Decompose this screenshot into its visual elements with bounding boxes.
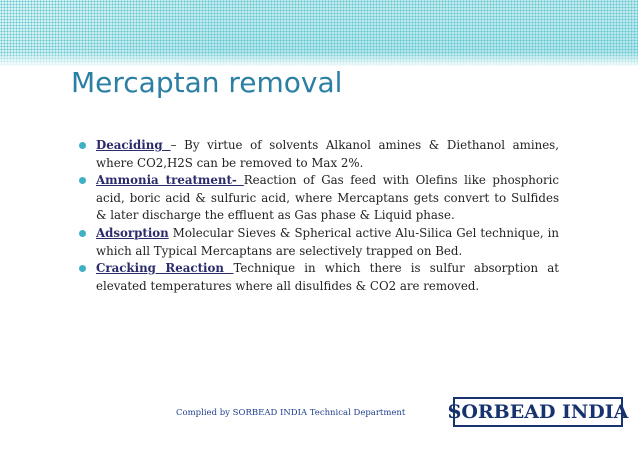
bullet-term: Cracking Reaction (96, 261, 234, 276)
bullet-term: Deaciding (96, 138, 171, 152)
bullet-item-adsorption (79, 225, 559, 260)
bullet-text: Molecular Sieves & Spherical active Alu-Silica Gel technique, in which all Typical Mercaptans are selectively trapped on Bed. (96, 225, 559, 258)
bullet-icon (79, 230, 86, 237)
bullet-term: Ammonia treatment- (96, 173, 244, 188)
bullet-item-ammonia-treatment (79, 172, 559, 225)
bullet-icon (79, 177, 86, 184)
bullet-text: Technique in which there is sulfur absorption at elevated temperatures where all disulfides & CO2 are removed. (96, 261, 559, 293)
slide-title: Mercaptan removal (71, 66, 343, 99)
header-band-decoration (0, 0, 638, 66)
bullet-icon (79, 142, 86, 149)
bullet-list (79, 137, 559, 295)
bullet-term: Adsorption (96, 225, 169, 240)
bullet-item-deaciding (79, 137, 559, 172)
bullet-icon (79, 265, 86, 272)
bullet-text: Reaction of Gas feed with Olefins like phosphoric acid, boric acid & sulfuric acid, where Mercaptans gets convert to Sulfides & later discharge the effluent as Gas phase & Liquid phase. (96, 173, 560, 223)
brand-logo-text: SORBEAD INDIA (447, 401, 629, 423)
bullet-text: – By virtue of solvents Alkanol amines & Diethanol amines, where CO2,H2S can be removed to Max 2%. (96, 138, 559, 170)
sorbead-india-logo (447, 397, 629, 427)
bullet-item-cracking-reaction (79, 260, 559, 295)
footer-credit: Complied by SORBEAD INDIA Technical Department (176, 408, 406, 418)
